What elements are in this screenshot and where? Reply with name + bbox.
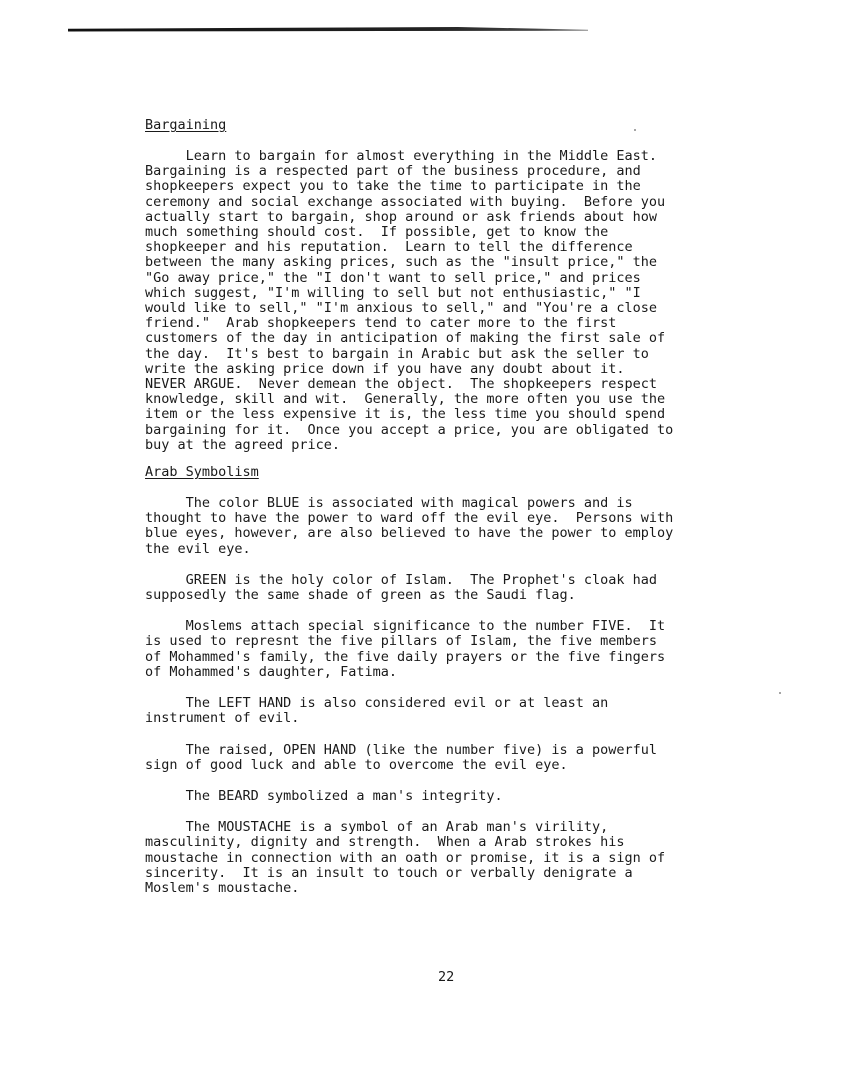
paragraph-green: GREEN is the holy color of Islam. The Prophet's cloak had supposedly the same shade of green as the Saudi flag. (145, 571, 658, 604)
paragraph-blue: The color BLUE is associated with magical powers and is thought to have the power to ward off the evil eye. Persons with blue eyes, however, are also believed to have the power to employ the evil eye. (145, 495, 674, 557)
scan-speck (779, 692, 781, 694)
section-heading-bargaining: Bargaining (145, 117, 227, 133)
paragraph-moustache: The MOUSTACHE is a symbol of an Arab man's virility, masculinity, dignity and strength. When a Arab strokes his moustache in connection with an oath or promise, it is a sign of sincerity. It is an insult to touch or verbally denigrate a Moslem's moustache. (145, 819, 666, 896)
paragraph-left-hand: The LEFT HAND is also considered evil or at least an instrument of evil. (145, 695, 609, 727)
paragraph-five: Moslems attach special significance to the number FIVE. It is used to represnt the five pillars of Islam, the five members of Mohammed's family, the five daily prayers or the five fingers of Mohammed's daughter, Fatima. (145, 618, 666, 680)
paragraph-open-hand: The raised, OPEN HAND (like the number five) is a powerful sign of good luck and able to overcome the evil eye. (145, 741, 658, 773)
paragraph-beard: The BEARD symbolized a man's integrity. (145, 787, 503, 804)
section-heading-arab-symbolism: Arab Symbolism (145, 464, 259, 481)
header-rule (68, 27, 588, 32)
page-number: 22 (438, 969, 455, 985)
page-body (145, 118, 765, 896)
paragraph-bargaining: Learn to bargain for almost everything in the Middle East. Bargaining is a respected part of the business procedure, and shopkeepers expect you to take the time to participate in the ceremony and social exchange associated with buying. Before you actually start to bargain, shop around or ask friends about how much something should cost. If possible, get to know the shopkeeper and his reputation. Learn to tell the difference between the many asking prices, such as the "insult price," the "Go away price," the "I don't want to sell price," and prices which suggest, "I'm willing to sell but not enthusiastic," "I would like to sell," "I'm anxious to sell," and "You're a close friend." Arab shopkeepers tend to cater more to the first customers of the day in anticipation of making the first sale of the day. It's best to bargain in Arabic but ask the seller to write the asking price down if you have any doubt about it. NEVER ARGUE. Never demean the object. The shopkeepers respect knowledge, skill and wit. Generally, the more often you use the item or the less expensive it is, the less time you should spend bargaining for it. Once you accept a price, you are obligated to buy at the agreed price. (145, 148, 674, 453)
